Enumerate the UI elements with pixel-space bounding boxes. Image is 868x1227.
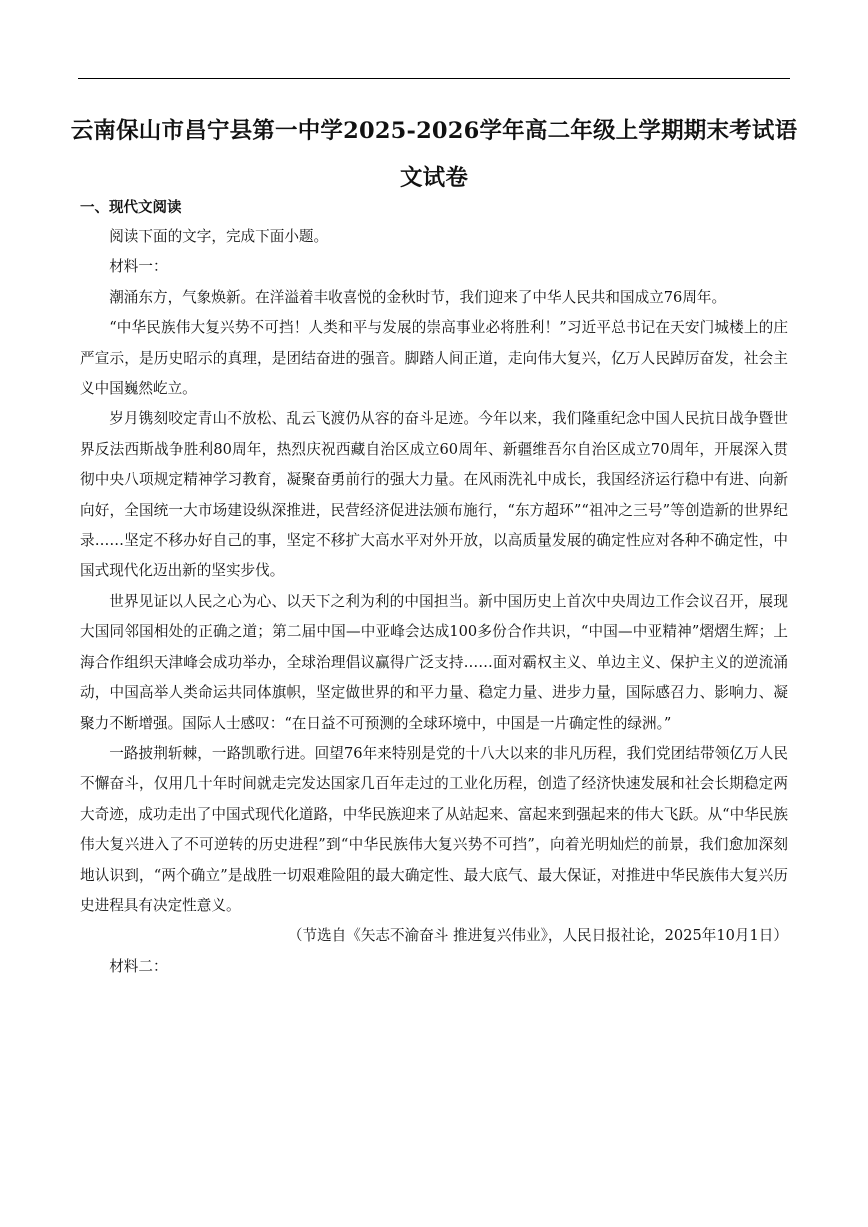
section-heading: 一、现代文阅读 bbox=[80, 200, 182, 216]
instruction-text: 阅读下面的文字，完成下面小题。 bbox=[109, 228, 329, 245]
paragraph: 一路披荆斩棘，一路凯歌行进。回望76年来特别是党的十八大以来的非凡历程，我们党团结带领亿万人民不懈奋斗，仅用几十年时间就走完发达国家几百年走过的工业化历程，创造了经济快速发展和社会长期稳定两大奇迹，成功走出了中国式现代化道路，中华民族迎来了从站起来、富起来到强起来的伟大飞跃。从“中华民族伟大复兴进入了不可逆转的历史进程”到“中华民族伟大复兴势不可挡”，向着光明灿烂的前景，我们愈加深刻地认识到，“两个确立”是战胜一切艰难险阻的最大确定性、最大底气、最大保证，对推进中华民族伟大复兴历史进程具有决定性意义。 bbox=[80, 744, 788, 914]
source-citation: （节选自《矢志不渝奋斗 推进复兴伟业》，人民日报社论，2025年10月1日） bbox=[287, 927, 788, 945]
material-one-label: 材料一： bbox=[109, 258, 168, 276]
paragraph: 世界见证以人民之心为心、以天下之利为利的中国担当。新中国历史上首次中央周边工作会议召开，展现大国同邻国相处的正确之道；第二届中国—中亚峰会达成100多份合作共识，“中国—中亚精神”熠熠生辉；上海合作组织天津峰会成功举办，全球治理倡议赢得广泛支持……面对霸权主义、单边主义、保护主义的逆流涌动，中国高举人类命运共同体旗帜，坚定做世界的和平力量、稳定力量、进步力量，国际感召力、影响力、凝聚力不断增强。国际人士感叹：“在日益不可预测的全球环境中，中国是一片确定性的绿洲。” bbox=[80, 592, 788, 732]
page-title: 云南保山市昌宁县第一中学2025-2026学年高二年级上学期期末考试语文试卷 bbox=[70, 118, 798, 191]
header-rule bbox=[78, 78, 790, 79]
reading-content bbox=[80, 222, 788, 982]
material-two-label: 材料二： bbox=[109, 957, 168, 975]
paragraph: 岁月镌刻咬定青山不放松、乱云飞渡仍从容的奋斗足迹。今年以来，我们隆重纪念中国人民抗日战争暨世界反法西斯战争胜利80周年，热烈庆祝西藏自治区成立60周年、新疆维吾尔自治区成立70周年，开展深入贯彻中央八项规定精神学习教育，凝聚奋勇前行的强大力量。在风雨洗礼中成长，我国经济运行稳中有进、向新向好，全国统一大市场建设纵深推进，民营经济促进法颁布施行，“东方超环”“祖冲之三号”等创造新的世界纪录……坚定不移办好自己的事，坚定不移扩大高水平对外开放，以高质量发展的确定性应对各种不确定性，中国式现代化迈出新的坚实步伐。 bbox=[80, 410, 788, 580]
paragraph: 潮涌东方，气象焕新。在洋溢着丰收喜悦的金秋时节，我们迎来了中华人民共和国成立76周年。 bbox=[109, 288, 727, 306]
paragraph: “中华民族伟大复兴势不可挡！人类和平与发展的崇高事业必将胜利！”习近平总书记在天安门城楼上的庄严宣示，是历史昭示的真理，是团结奋进的强音。脚踏人间正道，走向伟大复兴，亿万人民踔厉奋发，社会主义中国巍然屹立。 bbox=[80, 319, 788, 398]
